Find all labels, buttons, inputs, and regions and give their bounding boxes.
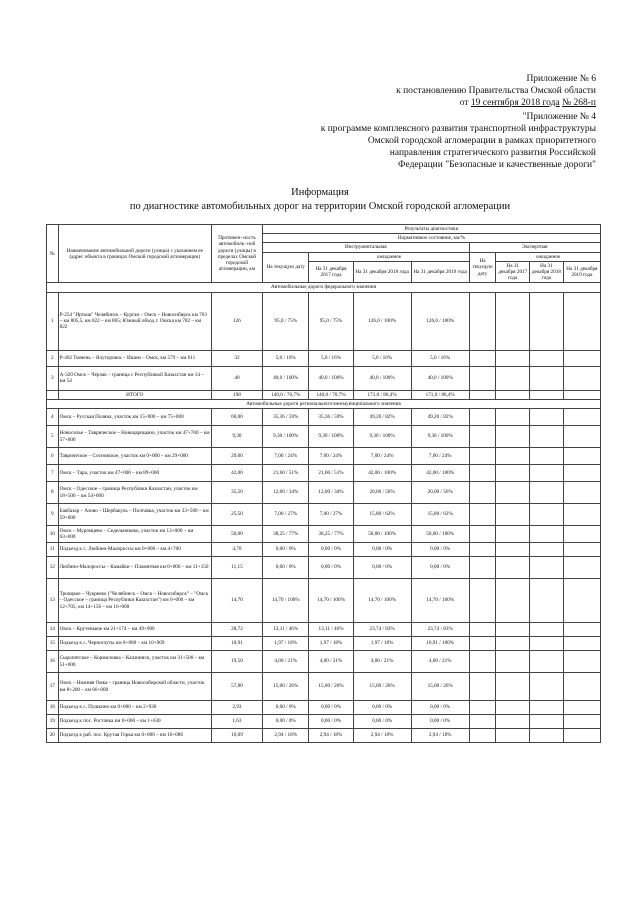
road-name: Таврическое – Сосновское, участок км 0+000 – км 29+000 bbox=[58, 448, 211, 465]
table-row bbox=[47, 465, 601, 482]
road-length: 50,00 bbox=[211, 526, 262, 543]
expert-2017 bbox=[496, 426, 530, 448]
section-regional: Автомобильные дороги регионального/межмуниципального значения bbox=[47, 399, 601, 408]
road-length: 29,00 bbox=[211, 448, 262, 465]
table-row bbox=[47, 409, 601, 426]
instr-2017: 12,00 / 34% bbox=[309, 482, 353, 504]
instr-2019: 15,80 / 62% bbox=[411, 504, 469, 526]
instr-2019: 5,0 / 16% bbox=[411, 350, 469, 366]
road-length: 25,50 bbox=[211, 504, 262, 526]
table-row bbox=[47, 292, 601, 350]
table-row bbox=[47, 350, 601, 366]
instr-2018: 49,20 / 82% bbox=[353, 409, 411, 426]
road-name: Подъезд к с. Любино-Малороссы км 0+000 – км 4+700 bbox=[58, 543, 211, 557]
table-row bbox=[47, 543, 601, 557]
expert-2017 bbox=[496, 557, 530, 579]
document-title bbox=[0, 186, 640, 214]
col-expected-expert: ожидаемое bbox=[496, 252, 601, 261]
road-name: Троицкое – Чукреево ("Челябинск – Омск – Новосибирск" – "Омск – Одесское – граница Республики Казахстан") км 0+000 – км 12+705, км 14+156 – км 16+000 bbox=[58, 579, 211, 623]
instr-current: 4,00 / 21% bbox=[263, 651, 309, 673]
table-row bbox=[47, 623, 601, 637]
row-number: 9 bbox=[47, 504, 59, 526]
total-expert-2018 bbox=[530, 390, 564, 399]
expert-current bbox=[469, 465, 496, 482]
instr-2018: 7,00 / 24% bbox=[353, 448, 411, 465]
road-length: 11,15 bbox=[211, 557, 262, 579]
diagnostics-table bbox=[46, 224, 601, 743]
road-name: Подъезд к раб. пос. Крутая Горка км 0+000 – км 16+086 bbox=[58, 729, 211, 743]
instr-2019: 49,20 / 82% bbox=[411, 409, 469, 426]
instr-2017: 40,0 / 100% bbox=[309, 366, 353, 390]
instr-current: 5,0 / 16% bbox=[263, 350, 309, 366]
instr-2018: 40,0 / 100% bbox=[353, 366, 411, 390]
col-current-expert: На текущую дату bbox=[469, 252, 496, 283]
row-number: 4 bbox=[47, 409, 59, 426]
expert-2017 bbox=[496, 729, 530, 743]
table-body bbox=[47, 283, 601, 743]
instr-2018: 126,0 / 100% bbox=[353, 292, 411, 350]
instr-current: 0,00 / 0% bbox=[263, 715, 309, 729]
resolution-date: 19 сентября 2018 года bbox=[470, 98, 560, 108]
col-expected: ожидаемое bbox=[309, 252, 469, 261]
row-number: 6 bbox=[47, 448, 59, 465]
date-prefix: от bbox=[459, 98, 469, 108]
road-length: 40 bbox=[211, 366, 262, 390]
instr-2018: 15,80 / 62% bbox=[353, 504, 411, 526]
instr-2018: 15,00 / 26% bbox=[353, 673, 411, 701]
expert-current bbox=[469, 426, 496, 448]
instr-2017: 95,0 / 75% bbox=[309, 292, 353, 350]
expert-2019 bbox=[563, 409, 600, 426]
expert-2019 bbox=[563, 426, 600, 448]
instr-2018: 5,0 / 16% bbox=[353, 350, 411, 366]
col-num: № bbox=[47, 225, 59, 283]
road-name: Омск – Нижняя Омка – граница Новосибирской области, участок км 8+200 – км 66+000 bbox=[58, 673, 211, 701]
col-normative: Нормативное состояние, км/% bbox=[263, 234, 601, 243]
road-length: 32 bbox=[211, 350, 262, 366]
total-current: 140,0 / 70,7% bbox=[263, 390, 309, 399]
road-name: Подъезд к с. Черноглуты км 0+000 – км 10+909 bbox=[58, 637, 211, 651]
total-expert-current bbox=[469, 390, 496, 399]
instr-2019: 9,30 / 100% bbox=[411, 426, 469, 448]
total-length: 198 bbox=[211, 390, 262, 399]
instr-current: 15,00 / 26% bbox=[263, 673, 309, 701]
instr-2018: 0,00 / 0% bbox=[353, 543, 411, 557]
expert-2019 bbox=[563, 482, 600, 504]
row-number: 18 bbox=[47, 701, 59, 715]
expert-current bbox=[469, 729, 496, 743]
instr-2017: 0,00 / 0% bbox=[309, 557, 353, 579]
expert-2019 bbox=[563, 465, 600, 482]
expert-2018 bbox=[530, 651, 564, 673]
resolution-ref: к постановлению Правительства Омской области bbox=[396, 86, 596, 96]
instr-2017: 13,11 / 46% bbox=[309, 623, 353, 637]
expert-2018 bbox=[530, 504, 564, 526]
instr-2019: 42,00 / 100% bbox=[411, 465, 469, 482]
instr-2017: 7,00 / 27% bbox=[309, 504, 353, 526]
expert-2017 bbox=[496, 543, 530, 557]
expert-current bbox=[469, 292, 496, 350]
road-length: 2,93 bbox=[211, 701, 262, 715]
road-name: Омск – Русская Поляна, участок км 15+000 – км 75+000 bbox=[58, 409, 211, 426]
instr-2017: 38,25 / 77% bbox=[309, 526, 353, 543]
instr-current: 21,60 / 51% bbox=[263, 465, 309, 482]
instr-current: 2,94 / 18% bbox=[263, 729, 309, 743]
road-name: Омск – Одесское – граница Республики Казахстан, участок км 18+500 – км 54+000 bbox=[58, 482, 211, 504]
expert-current bbox=[469, 482, 496, 504]
table-row bbox=[47, 366, 601, 390]
row-number: 17 bbox=[47, 673, 59, 701]
table-row bbox=[47, 651, 601, 673]
col-2018-expert: На 31 декабря 2018 года bbox=[530, 261, 564, 283]
road-length: 35,50 bbox=[211, 482, 262, 504]
instr-current: 12,00 / 34% bbox=[263, 482, 309, 504]
expert-2019 bbox=[563, 579, 600, 623]
instr-2017: 0,00 / 0% bbox=[309, 543, 353, 557]
instr-2019: 20,00 / 56% bbox=[411, 482, 469, 504]
road-length: 14,70 bbox=[211, 579, 262, 623]
instr-2017: 35,36 / 59% bbox=[309, 409, 353, 426]
row-number: 20 bbox=[47, 729, 59, 743]
instr-2019: 0,00 / 0% bbox=[411, 557, 469, 579]
title-main: Информация bbox=[291, 187, 349, 198]
expert-2019 bbox=[563, 729, 600, 743]
expert-2018 bbox=[530, 637, 564, 651]
road-name: Подъезд к пос. Ростовка км 0+000 – км 1+630 bbox=[58, 715, 211, 729]
instr-2018: 20,00 / 56% bbox=[353, 482, 411, 504]
col-current: На текущую дату bbox=[263, 252, 309, 283]
expert-2019 bbox=[563, 292, 600, 350]
instr-2017: 0,00 / 0% bbox=[309, 701, 353, 715]
instr-current: 35,36 / 59% bbox=[263, 409, 309, 426]
expert-2019 bbox=[563, 637, 600, 651]
col-2017-expert: На 31 декабря 2017 года bbox=[496, 261, 530, 283]
expert-2018 bbox=[530, 426, 564, 448]
expert-2018 bbox=[530, 292, 564, 350]
expert-2017 bbox=[496, 482, 530, 504]
road-length: 9,30 bbox=[211, 426, 262, 448]
expert-2017 bbox=[496, 673, 530, 701]
instr-2019: 0,00 / 0% bbox=[411, 715, 469, 729]
instr-current: 14,70 / 100% bbox=[263, 579, 309, 623]
expert-2018 bbox=[530, 557, 564, 579]
instr-current: 40,0 / 100% bbox=[263, 366, 309, 390]
row-number: 12 bbox=[47, 557, 59, 579]
expert-2018 bbox=[530, 448, 564, 465]
expert-2017 bbox=[496, 409, 530, 426]
total-expert-2017 bbox=[496, 390, 530, 399]
expert-2018 bbox=[530, 729, 564, 743]
expert-2018 bbox=[530, 465, 564, 482]
road-name: Бакбазар – Азово – Шербакуль – Полтавка, участок км 33+500 – км 59+000 bbox=[58, 504, 211, 526]
expert-2019 bbox=[563, 543, 600, 557]
road-length: 10,91 bbox=[211, 637, 262, 651]
total-2017: 140,0 / 70,7% bbox=[309, 390, 353, 399]
expert-2017 bbox=[496, 715, 530, 729]
program-line: Федерации "Безопасные и качественные дороги" bbox=[397, 160, 596, 170]
row-number: 13 bbox=[47, 579, 59, 623]
road-length: 60,00 bbox=[211, 409, 262, 426]
expert-2017 bbox=[496, 701, 530, 715]
expert-current bbox=[469, 557, 496, 579]
instr-2019: 2,94 / 18% bbox=[411, 729, 469, 743]
road-length: 28,72 bbox=[211, 623, 262, 637]
row-number: 1 bbox=[47, 292, 59, 350]
road-length: 16,09 bbox=[211, 729, 262, 743]
instr-2019: 40,0 / 100% bbox=[411, 366, 469, 390]
row-number: 5 bbox=[47, 426, 59, 448]
instr-current: 0,00 / 0% bbox=[263, 701, 309, 715]
expert-2017 bbox=[496, 350, 530, 366]
expert-2018 bbox=[530, 482, 564, 504]
section-row bbox=[47, 399, 601, 408]
expert-2018 bbox=[530, 715, 564, 729]
instr-current: 13,11 / 46% bbox=[263, 623, 309, 637]
expert-current bbox=[469, 637, 496, 651]
instr-2018: 4,00 / 21% bbox=[353, 651, 411, 673]
instr-2018: 14,70 / 100% bbox=[353, 579, 411, 623]
road-length: 19,50 bbox=[211, 651, 262, 673]
expert-2018 bbox=[530, 350, 564, 366]
expert-current bbox=[469, 673, 496, 701]
instr-2019: 126,0 / 100% bbox=[411, 292, 469, 350]
expert-2017 bbox=[496, 292, 530, 350]
expert-2017 bbox=[496, 504, 530, 526]
table-row bbox=[47, 557, 601, 579]
total-label: ИТОГО bbox=[58, 390, 211, 399]
expert-2018 bbox=[530, 579, 564, 623]
table-row bbox=[47, 729, 601, 743]
instr-2019: 7,00 / 24% bbox=[411, 448, 469, 465]
expert-2019 bbox=[563, 350, 600, 366]
col-2019: На 31 декабря 2019 года bbox=[411, 261, 469, 283]
expert-2018 bbox=[530, 526, 564, 543]
expert-2018 bbox=[530, 366, 564, 390]
instr-2018: 50,00 / 100% bbox=[353, 526, 411, 543]
row-number: 3 bbox=[47, 366, 59, 390]
instr-2017: 1,97 / 18% bbox=[309, 637, 353, 651]
col-length: Протяжен- ность автомобиль- ной дороги (улицы) в пределах Омской городской агломерации, км bbox=[211, 225, 262, 283]
row-number: 19 bbox=[47, 715, 59, 729]
resolution-date-line bbox=[396, 97, 596, 109]
appendix-number: Приложение № 6 bbox=[526, 74, 596, 84]
expert-2019 bbox=[563, 366, 600, 390]
table-row bbox=[47, 426, 601, 448]
instr-2018: 23,74 / 83% bbox=[353, 623, 411, 637]
expert-2019 bbox=[563, 651, 600, 673]
table-row bbox=[47, 673, 601, 701]
instr-2018: 1,97 / 18% bbox=[353, 637, 411, 651]
instr-2017: 5,0 / 16% bbox=[309, 350, 353, 366]
road-name: Омск – Крутенькое км 21+174 – км 49+900 bbox=[58, 623, 211, 637]
col-2018: На 31 декабря 2018 года bbox=[353, 261, 411, 283]
expert-2019 bbox=[563, 448, 600, 465]
expert-current bbox=[469, 651, 496, 673]
expert-2017 bbox=[496, 366, 530, 390]
program-line: Омской городской агломерации в рамках приоритетного bbox=[367, 136, 596, 146]
col-2017: На 31 декабря 2017 года bbox=[309, 261, 353, 283]
instr-2017: 21,60 / 51% bbox=[309, 465, 353, 482]
instr-current: 9,30 / 100% bbox=[263, 426, 309, 448]
table-row bbox=[47, 715, 601, 729]
expert-2019 bbox=[563, 504, 600, 526]
expert-current bbox=[469, 579, 496, 623]
instr-2017: 9,30 / 100% bbox=[309, 426, 353, 448]
expert-2017 bbox=[496, 579, 530, 623]
road-name: Р-402 Тюмень – Ялуторовск – Ишим – Омск, км 579 – км 611 bbox=[58, 350, 211, 366]
road-name: Омск – Тара, участок км 47+000 – км 89+000 bbox=[58, 465, 211, 482]
instr-2017: 14,70 / 100% bbox=[309, 579, 353, 623]
instr-2017: 15,00 / 26% bbox=[309, 673, 353, 701]
table-row bbox=[47, 448, 601, 465]
expert-2017 bbox=[496, 623, 530, 637]
instr-2019: 4,00 / 21% bbox=[411, 651, 469, 673]
title-sub: по диагностике автомобильных дорог на территории Омской городской агломерации bbox=[129, 201, 511, 212]
instr-current: 95,0 / 75% bbox=[263, 292, 309, 350]
expert-2018 bbox=[530, 623, 564, 637]
expert-2018 bbox=[530, 701, 564, 715]
resolution-number: № 268-п bbox=[562, 98, 596, 108]
instr-2019: 10,91 / 100% bbox=[411, 637, 469, 651]
table-row bbox=[47, 637, 601, 651]
row-number: 7 bbox=[47, 465, 59, 482]
appendix-header bbox=[396, 73, 596, 109]
row-number: 2 bbox=[47, 350, 59, 366]
row-number: 16 bbox=[47, 651, 59, 673]
expert-current bbox=[469, 366, 496, 390]
instr-2018: 0,00 / 0% bbox=[353, 557, 411, 579]
expert-current bbox=[469, 409, 496, 426]
instr-2018: 2,94 / 18% bbox=[353, 729, 411, 743]
expert-2019 bbox=[563, 715, 600, 729]
col-instrumental: Инструментальная bbox=[263, 243, 470, 252]
road-name: А-320 Омск – Черлак – граница с Республикой Казахстан км 14 – км 54 bbox=[58, 366, 211, 390]
road-length: 57,80 bbox=[211, 673, 262, 701]
instr-2018: 0,00 / 0% bbox=[353, 715, 411, 729]
expert-current bbox=[469, 526, 496, 543]
instr-2017: 2,94 / 18% bbox=[309, 729, 353, 743]
instr-current: 0,00 / 0% bbox=[263, 543, 309, 557]
expert-current bbox=[469, 504, 496, 526]
instr-current: 0,00 / 0% bbox=[263, 557, 309, 579]
instr-2017: 4,00 / 21% bbox=[309, 651, 353, 673]
road-name: Сыропятское – Кормиловка – Калачинск, участок км 31+500 – км 51+000 bbox=[58, 651, 211, 673]
instr-current: 1,97 / 18% bbox=[263, 637, 309, 651]
row-number: 11 bbox=[47, 543, 59, 557]
instr-2019: 0,00 / 0% bbox=[411, 701, 469, 715]
road-name: Р-254 "Иртыш" Челябинск – Курган – Омск – Новосибирск км 763 – км 805,5, км 822 – км 865; Южный обход г. Омска км 782 – км 822 bbox=[58, 292, 211, 350]
section-row bbox=[47, 283, 601, 292]
expert-2017 bbox=[496, 526, 530, 543]
instr-2019: 0,00 / 0% bbox=[411, 543, 469, 557]
col-results: Результаты диагностики bbox=[263, 225, 601, 234]
instr-2019: 15,00 / 26% bbox=[411, 673, 469, 701]
expert-2018 bbox=[530, 543, 564, 557]
total-row bbox=[47, 390, 601, 399]
appendix2-number: "Приложение № 4 bbox=[522, 112, 596, 122]
instr-2019: 14,70 / 100% bbox=[411, 579, 469, 623]
expert-2019 bbox=[563, 526, 600, 543]
road-name: Любино-Малороссы – Камайки – Пламятная км 0+000 – км 11+150 bbox=[58, 557, 211, 579]
expert-current bbox=[469, 543, 496, 557]
total-2018: 171,0 / 86,4% bbox=[353, 390, 411, 399]
expert-2018 bbox=[530, 673, 564, 701]
instr-2018: 42,00 / 100% bbox=[353, 465, 411, 482]
road-length: 42,00 bbox=[211, 465, 262, 482]
expert-2018 bbox=[530, 409, 564, 426]
program-line: к программе комплексного развития транспортной инфраструктуры bbox=[320, 124, 596, 134]
section-federal: Автомобильные дороги федерального значения bbox=[47, 283, 601, 292]
expert-current bbox=[469, 715, 496, 729]
program-header bbox=[321, 111, 596, 171]
expert-current bbox=[469, 350, 496, 366]
road-name: Подъезд к с. Пушкино км 0+000 – км 2+930 bbox=[58, 701, 211, 715]
instr-current: 38,25 / 77% bbox=[263, 526, 309, 543]
instr-current: 7,00 / 27% bbox=[263, 504, 309, 526]
instr-2019: 23,74 / 83% bbox=[411, 623, 469, 637]
road-name: Омск – Муромцево – Седельниково, участок км 13+000 – км 63+000 bbox=[58, 526, 211, 543]
expert-2017 bbox=[496, 651, 530, 673]
expert-2019 bbox=[563, 557, 600, 579]
table-row bbox=[47, 579, 601, 623]
table-row bbox=[47, 482, 601, 504]
road-name: Новоселье – Таврическое – Новоцарицыно, участок км 47+700 – км 57+000 bbox=[58, 426, 211, 448]
row-number: 10 bbox=[47, 526, 59, 543]
total-2019: 171,0 / 86,4% bbox=[411, 390, 469, 399]
expert-2019 bbox=[563, 701, 600, 715]
expert-2017 bbox=[496, 637, 530, 651]
instr-2017: 0,00 / 0% bbox=[309, 715, 353, 729]
expert-current bbox=[469, 623, 496, 637]
instr-2018: 9,30 / 100% bbox=[353, 426, 411, 448]
row-number: 8 bbox=[47, 482, 59, 504]
instr-current: 7,00 / 24% bbox=[263, 448, 309, 465]
col-2019-expert: На 31 декабря 2019 года bbox=[563, 261, 600, 283]
expert-2017 bbox=[496, 465, 530, 482]
total-expert-2019 bbox=[563, 390, 600, 399]
expert-2017 bbox=[496, 448, 530, 465]
row-number: 15 bbox=[47, 637, 59, 651]
total-num bbox=[47, 390, 59, 399]
instr-2019: 50,00 / 100% bbox=[411, 526, 469, 543]
table-row bbox=[47, 701, 601, 715]
instr-2017: 7,00 / 24% bbox=[309, 448, 353, 465]
table-row bbox=[47, 504, 601, 526]
col-name: Наименование автомобильной дороги (улицы) с указанием ее (адрес объекта в границах Омской городской агломерации) bbox=[58, 225, 211, 283]
expert-2019 bbox=[563, 623, 600, 637]
instr-2018: 0,00 / 0% bbox=[353, 701, 411, 715]
program-line: направления стратегического развития Российской bbox=[389, 148, 596, 158]
expert-current bbox=[469, 701, 496, 715]
expert-2019 bbox=[563, 673, 600, 701]
road-length: 4,70 bbox=[211, 543, 262, 557]
expert-current bbox=[469, 448, 496, 465]
road-length: 126 bbox=[211, 292, 262, 350]
col-expert: Экспертная bbox=[469, 243, 600, 252]
table-row bbox=[47, 526, 601, 543]
road-length: 1,63 bbox=[211, 715, 262, 729]
row-number: 14 bbox=[47, 623, 59, 637]
